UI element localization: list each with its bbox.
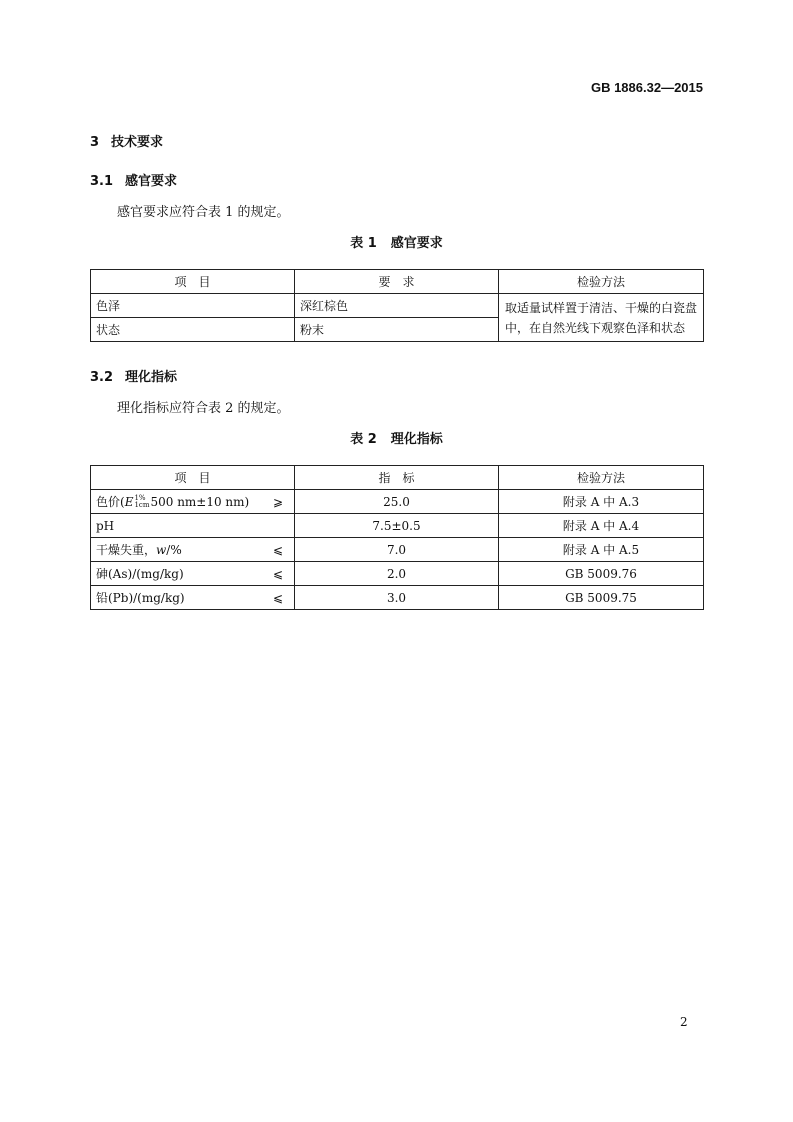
table-header-row [91,270,704,294]
table-header-row [91,466,704,490]
method-cell: 附录 A 中 A.4 [499,514,704,538]
section-number: 3 [90,135,100,150]
item-cell: pH [91,514,295,538]
table-row [91,586,704,610]
header-index: 指 标 [295,466,499,490]
item-cell [91,490,295,514]
item-cell [91,562,295,586]
section-3-2-paragraph: 理化指标应符合表 2 的规定。 [117,401,290,416]
item-prefix: 色价( [96,494,125,509]
header-requirement: 要 求 [295,270,499,294]
item-variable: w [156,542,167,557]
caption-title: 感官要求 [390,236,443,251]
item-superscript: 1% [134,494,146,502]
item-cell: 状态 [91,318,295,342]
section-title: 技术要求 [111,135,164,150]
item-label: 砷(As)/(mg/kg) [96,566,184,581]
table-row [91,538,704,562]
item-cell [91,586,295,610]
item-unit: /% [166,542,182,557]
table-row [91,562,704,586]
caption-number: 表 1 [350,236,377,251]
item-label: 铅(Pb)/(mg/kg) [96,590,185,605]
method-cell: 附录 A 中 A.3 [499,490,704,514]
table-2-physicochemical [90,465,704,610]
section-title: 理化指标 [125,370,178,385]
table-1-caption [0,236,793,252]
caption-title: 理化指标 [390,432,443,447]
header-item: 项 目 [91,466,295,490]
table-1-sensory [90,269,704,342]
section-number: 3.2 [90,370,114,385]
method-cell: GB 5009.75 [499,586,704,610]
item-label [96,542,182,558]
section-title: 感官要求 [125,174,178,189]
section-heading-3-1 [90,174,177,190]
relation-sign: ⩽ [272,542,283,557]
header-item: 项 目 [91,270,295,294]
relation-sign: ⩽ [272,590,283,605]
standard-number: GB 1886.32—2015 [590,80,703,95]
method-cell: 附录 A 中 A.5 [499,538,704,562]
header-method: 检验方法 [499,466,704,490]
header-method: 检验方法 [499,270,704,294]
item-subscript: 1cm [134,501,150,509]
value-cell: 7.0 [295,538,499,562]
caption-number: 表 2 [350,432,377,447]
item-symbol: E [124,494,134,509]
value-cell: 3.0 [295,586,499,610]
table-row [91,490,704,514]
requirement-cell: 深红棕色 [295,294,499,318]
table-row [91,294,704,318]
value-cell: 2.0 [295,562,499,586]
section-number: 3.1 [90,174,114,189]
section-heading-3-2 [90,370,177,386]
item-super-sub [134,495,149,509]
method-cell: GB 5009.76 [499,562,704,586]
page-number: 2 [680,1015,688,1029]
item-text: 干燥失重， [96,542,157,557]
value-cell: 25.0 [295,490,499,514]
method-cell: 取适量试样置于清洁、干燥的白瓷盘中，在自然光线下观察色泽和状态 [499,294,704,342]
section-heading-3 [90,135,163,151]
item-cell: 色泽 [91,294,295,318]
table-2-caption [0,432,793,448]
table-row [91,514,704,538]
value-cell: 7.5±0.5 [295,514,499,538]
requirement-cell: 粉末 [295,318,499,342]
relation-sign: ⩾ [272,494,283,509]
relation-sign: ⩽ [272,566,283,581]
item-suffix: 500 nm±10 nm) [150,494,250,509]
section-3-1-paragraph: 感官要求应符合表 1 的规定。 [117,205,290,220]
item-label [96,494,249,510]
item-cell [91,538,295,562]
